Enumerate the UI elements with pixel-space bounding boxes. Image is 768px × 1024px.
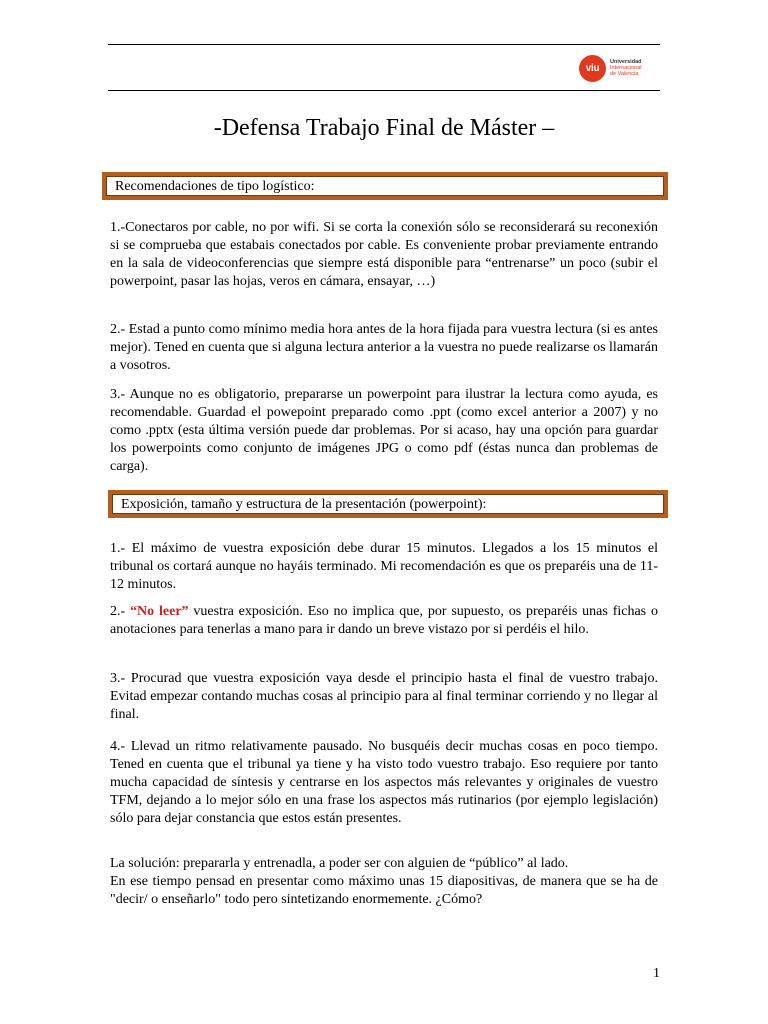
logo-line-3: de Valencia xyxy=(610,71,639,77)
logo-text xyxy=(610,59,642,77)
logo-line-2: Internacional xyxy=(610,65,642,71)
header-rule-bottom xyxy=(108,90,660,91)
paragraph-presentation-5a: La solución: prepararla y entrenadla, a poder ser con alguien de “público” al lado. xyxy=(110,856,569,871)
logo-line-1: Universidad xyxy=(610,59,642,65)
university-logo xyxy=(579,54,642,82)
section-heading-box-presentation xyxy=(108,490,668,518)
section-heading-presentation: Exposición, tamaño y estructura de la presentación (powerpoint): xyxy=(112,494,664,514)
paragraph-presentation-2 xyxy=(110,603,658,639)
section-heading-logistics: Recomendaciones de tipo logístico: xyxy=(106,176,664,196)
paragraph-logistics-3: 3.- Aunque no es obligatorio, prepararse un powerpoint para ilustrar la lectura como ayuda, es recomendable. Guardad el powepoint preparado como .ppt (como excel anterior a 2007) y no como .pptx (esta última versión puede dar problemas. Por si acaso, hay una opción para guardar los powerpoints como conjunto de imágenes JPG o como pdf (éstas nunca dan problemas de carga). xyxy=(110,387,658,474)
paragraph-presentation-1: 1.- El máximo de vuestra exposición debe durar 15 minutos. Llegados a los 15 minutos el tribunal os cortará aunque no hayáis terminado. Mi recomendación es que os preparéis una de 11-12 minutos. xyxy=(110,541,658,592)
page-number: 1 xyxy=(653,966,660,981)
paragraph-presentation-4: 4.- Llevad un ritmo relativamente pausado. No busquéis decir muchas cosas en poco tiempo. Tened en cuenta que el tribunal ya tiene y ha visto todo vuestro trabajo. Eso requiere por tanto mucha capacidad de síntesis y centrarse en los aspectos más relevantes y originales de vuestro TFM, dejando a lo mejor sólo en una frase los aspectos más rutinarios (por ejemplo legislación) sólo para dejar constancia que estos están presentes. xyxy=(110,739,658,826)
paragraph-logistics-1: 1.-Conectaros por cable, no por wifi. Si se corta la conexión sólo se reconsiderará su reconexión si se comprueba que estabais conectados por cable. Es conveniente probar previamente entrando en la sala de videoconferencias que siempre está disponible para “entrenarse” un poco (subir el powerpoint, pasar las hojas, veros en cámara, ensayar, …) xyxy=(110,220,658,289)
paragraph-2-rest: vuestra exposición. Eso no implica que, por supuesto, os preparéis unas fichas o anotaciones para tenerlas a mano para ir dando un breve vistazo por si perdéis el hilo. xyxy=(110,604,658,637)
header-rule-top xyxy=(108,44,660,45)
section-heading-box-logistics xyxy=(102,172,668,200)
paragraph-presentation-3: 3.- Procurad que vuestra exposición vaya desde el principio hasta el final de vuestro trabajo. Evitad empezar contando muchas cosas al principio para al final terminar corriendo y no llegar al final. xyxy=(110,671,658,722)
paragraph-2-prefix: 2.- xyxy=(110,604,131,619)
logo-mark: viu xyxy=(579,55,606,82)
page-title: -Defensa Trabajo Final de Máster – xyxy=(213,115,555,141)
paragraph-presentation-5b: En ese tiempo pensad en presentar como máximo unas 15 diapositivas, de manera que se ha de "decir/ o enseñarlo" todo pero sintetizando enormemente. ¿Cómo? xyxy=(110,874,658,907)
no-leer-emphasis: “No leer” xyxy=(130,604,189,619)
paragraph-logistics-2: 2.- Estad a punto como mínimo media hora antes de la hora fijada para vuestra lectura (si es antes mejor). Tened en cuenta que si alguna lectura anterior a la vuestra no puede realizarse os llamarán a vosotros. xyxy=(110,322,659,373)
